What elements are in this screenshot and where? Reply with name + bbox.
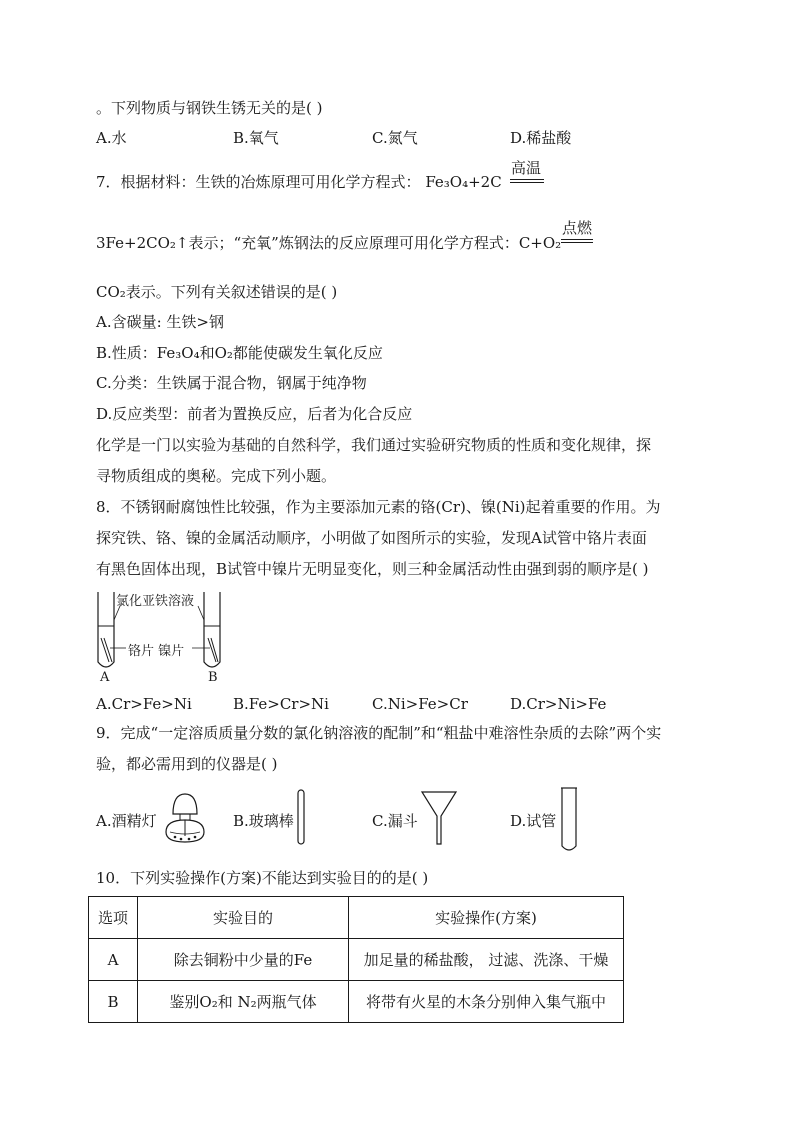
glass-rod-icon	[296, 788, 306, 846]
table-cell: 鉴别O₂和 N₂两瓶气体	[138, 981, 349, 1023]
q8-tube-b-label: B	[208, 670, 218, 685]
q7-equals-sign-2	[561, 239, 593, 240]
test-tube-icon	[560, 786, 578, 856]
table-cell: B	[89, 981, 138, 1023]
q10-table	[88, 896, 624, 1023]
q7-option-b: B.性质：Fe₃O₄和O₂都能使碳发生氧化反应	[96, 344, 383, 362]
q7-equals-sign-1	[510, 179, 544, 180]
table-cell: 加足量的稀盐酸， 过滤、洗涤、干燥	[349, 939, 624, 981]
q9-line-1: 9．完成“一定溶质质量分数的氯化钠溶液的配制”和“粗盐中难溶性杂质的去除”两个实	[96, 724, 662, 742]
q8-tube-a-label: A	[100, 670, 110, 685]
q9-line-2: 验，都必需用到的仪器是( )	[96, 755, 278, 773]
table-header-row	[89, 897, 624, 939]
q6-stem: 。下列物质与钢铁生锈无关的是( )	[96, 99, 323, 117]
q7-option-a: A.含碳量: 生铁>钢	[96, 313, 224, 331]
table-cell: 除去铜粉中少量的Fe	[138, 939, 349, 981]
q7-equals-sign-1b	[510, 182, 544, 183]
q8-line-2: 探究铁、铬、镍的金属活动顺序，小明做了如图所示的实验，发现A试管中铬片表面	[96, 529, 647, 547]
q9-option-d: D.试管	[510, 812, 557, 830]
q6-option-c: C.氮气	[372, 129, 418, 147]
q9-option-a: A.酒精灯	[96, 812, 157, 830]
q8-option-c: C.Ni>Fe>Cr	[372, 695, 468, 713]
q7-option-d: D.反应类型：前者为置换反应，后者为化合反应	[96, 405, 413, 423]
q6-option-a: A.水	[96, 129, 127, 147]
funnel-icon	[420, 788, 458, 846]
table-header-cell: 实验目的	[138, 897, 349, 939]
table-row	[89, 981, 624, 1023]
table-cell: A	[89, 939, 138, 981]
q7-equals-sign-2b	[561, 242, 593, 243]
q7-option-c: C.分类：生铁属于混合物，钢属于纯净物	[96, 374, 367, 392]
q9-option-c: C.漏斗	[372, 812, 418, 830]
q8-line-3: 有黑色固体出现，B试管中镍片无明显变化，则三种金属活动性由强到弱的顺序是( )	[96, 560, 649, 578]
q6-option-d: D.稀盐酸	[510, 129, 572, 147]
q7-line-1: 7．根据材料：生铁的冶炼原理可用化学方程式： Fe₃O₄+2C	[96, 173, 502, 191]
q7-condition-ignite: 点燃	[562, 219, 593, 237]
table-header-cell: 实验操作(方案)	[349, 897, 624, 939]
q10-stem: 10．下列实验操作(方案)不能达到实验目的的是( )	[96, 869, 429, 887]
table-header-cell: 选项	[89, 897, 138, 939]
q7-condition-high-temp: 高温	[511, 159, 542, 177]
q8-option-d: D.Cr>Ni>Fe	[510, 695, 607, 713]
alcohol-lamp-icon	[160, 788, 210, 846]
q8-metal-label: 铬片 镍片	[128, 644, 185, 659]
q8-option-a: A.Cr>Fe>Ni	[96, 695, 192, 713]
q8-option-b: B.Fe>Cr>Ni	[233, 695, 329, 713]
q7-line-2: 3Fe+2CO₂↑表示；“充氧”炼钢法的反应原理可用化学方程式：C+O₂	[96, 234, 562, 252]
q9-option-b: B.玻璃棒	[233, 812, 294, 830]
table-cell: 将带有火星的木条分别伸入集气瓶中	[349, 981, 624, 1023]
q7-line-3: CO₂表示。下列有关叙述错误的是( )	[96, 283, 338, 301]
table-row	[89, 939, 624, 981]
q8-solution-label: 氯化亚铁溶液	[116, 594, 195, 609]
q8-test-tube-figure	[92, 588, 232, 688]
q8-line-1: 8．不锈钢耐腐蚀性比较强，作为主要添加元素的铬(Cr)、镍(Ni)起着重要的作用。为	[96, 498, 661, 516]
q6-option-b: B.氧气	[233, 129, 279, 147]
intro-line-1: 化学是一门以实验为基础的自然科学，我们通过实验研究物质的性质和变化规律，探	[96, 436, 652, 454]
intro-line-2: 寻物质组成的奥秘。完成下列小题。	[96, 467, 337, 485]
